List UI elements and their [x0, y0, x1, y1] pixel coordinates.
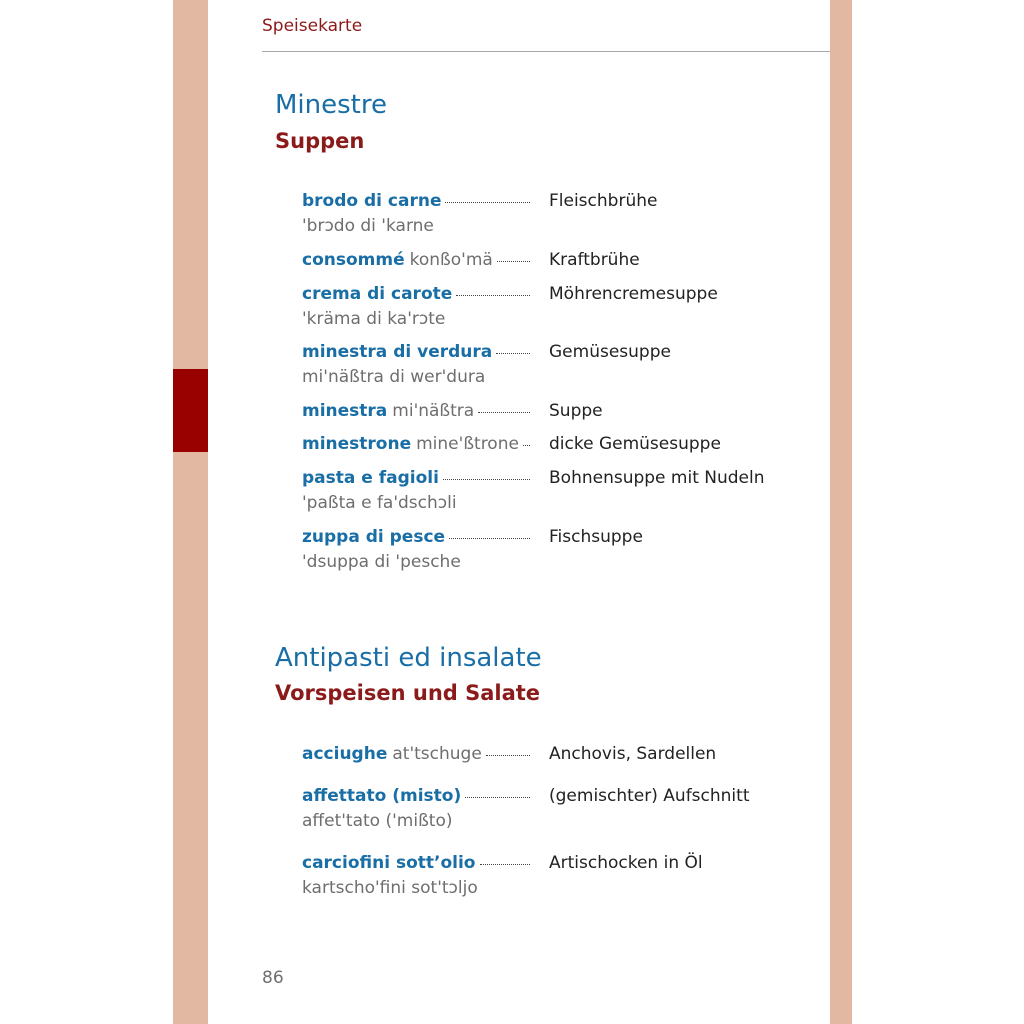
menu-entry: [302, 340, 842, 390]
german-translation: Fischsuppe: [549, 527, 643, 547]
german-translation: Möhrencremesuppe: [549, 284, 718, 304]
italian-term: pasta e fagioli: [302, 468, 439, 488]
section-tab-marker: [173, 369, 208, 452]
pronunciation: konßo'mä: [409, 250, 493, 270]
italian-term: crema di carote: [302, 284, 453, 304]
section-title-italian: Antipasti ed insalate: [275, 643, 542, 673]
dot-leader: [443, 479, 530, 480]
italian-term: zuppa di pesce: [302, 527, 446, 547]
german-translation: Suppe: [549, 401, 603, 421]
german-translation: dicke Gemüsesuppe: [549, 434, 721, 454]
german-translation: (gemischter) Aufschnitt: [549, 786, 750, 806]
german-translation: Fleischbrühe: [549, 191, 658, 211]
italian-term: minestra di verdura: [302, 342, 493, 362]
italian-term: minestrone: [302, 434, 412, 454]
italian-term: affettato (misto): [302, 786, 462, 806]
dot-leader: [497, 261, 530, 262]
italian-term: consommé: [302, 250, 405, 270]
italian-term: brodo di carne: [302, 191, 442, 211]
pronunciation: 'brɔdo di 'karne: [302, 216, 434, 236]
section-title-german: Suppen: [275, 129, 365, 153]
header-rule: [262, 51, 830, 52]
dot-leader: [480, 864, 531, 865]
german-translation: Kraftbrühe: [549, 250, 640, 270]
german-translation: Anchovis, Sardellen: [549, 744, 717, 764]
dot-leader: [523, 445, 530, 446]
menu-entry: [302, 784, 842, 834]
dot-leader: [465, 797, 530, 798]
pronunciation: affet'tato ('mißto): [302, 811, 453, 831]
pronunciation: mi'näßtra: [392, 401, 475, 421]
pronunciation: 'dsuppa di 'pesche: [302, 552, 461, 572]
german-translation: Artischocken in Öl: [549, 853, 703, 873]
italian-term: acciughe: [302, 744, 388, 764]
pronunciation: 'kräma di ka'rɔte: [302, 309, 446, 329]
menu-entry: [302, 432, 842, 457]
menu-entry: [302, 282, 842, 332]
italian-term: minestra: [302, 401, 388, 421]
menu-entry: [302, 466, 842, 516]
running-header: Speisekarte: [262, 16, 363, 36]
italian-term: carciofini sott’olio: [302, 853, 476, 873]
pronunciation: mi'näßtra di wer'dura: [302, 367, 486, 387]
menu-entry: [302, 189, 842, 239]
menu-entry: [302, 399, 842, 424]
dot-leader: [486, 755, 530, 756]
left-margin-band: [173, 0, 208, 1024]
pronunciation: at'tschuge: [392, 744, 482, 764]
dot-leader: [449, 538, 530, 539]
dot-leader: [478, 412, 530, 413]
menu-entry: [302, 851, 842, 901]
german-translation: Bohnensuppe mit Nudeln: [549, 468, 765, 488]
section-title-italian: Minestre: [275, 90, 387, 120]
menu-entry: [302, 742, 842, 767]
pronunciation: 'paßta e fa'dschɔli: [302, 493, 457, 513]
section-title-german: Vorspeisen und Salate: [275, 681, 541, 705]
menu-entry: [302, 248, 842, 273]
german-translation: Gemüsesuppe: [549, 342, 671, 362]
pronunciation: kartscho'fini sot'tɔljo: [302, 878, 478, 898]
dot-leader: [456, 295, 530, 296]
pronunciation: mine'ßtrone: [416, 434, 519, 454]
dot-leader: [445, 202, 530, 203]
menu-entry: [302, 525, 842, 575]
page-number: 86: [262, 968, 284, 988]
dot-leader: [496, 353, 530, 354]
